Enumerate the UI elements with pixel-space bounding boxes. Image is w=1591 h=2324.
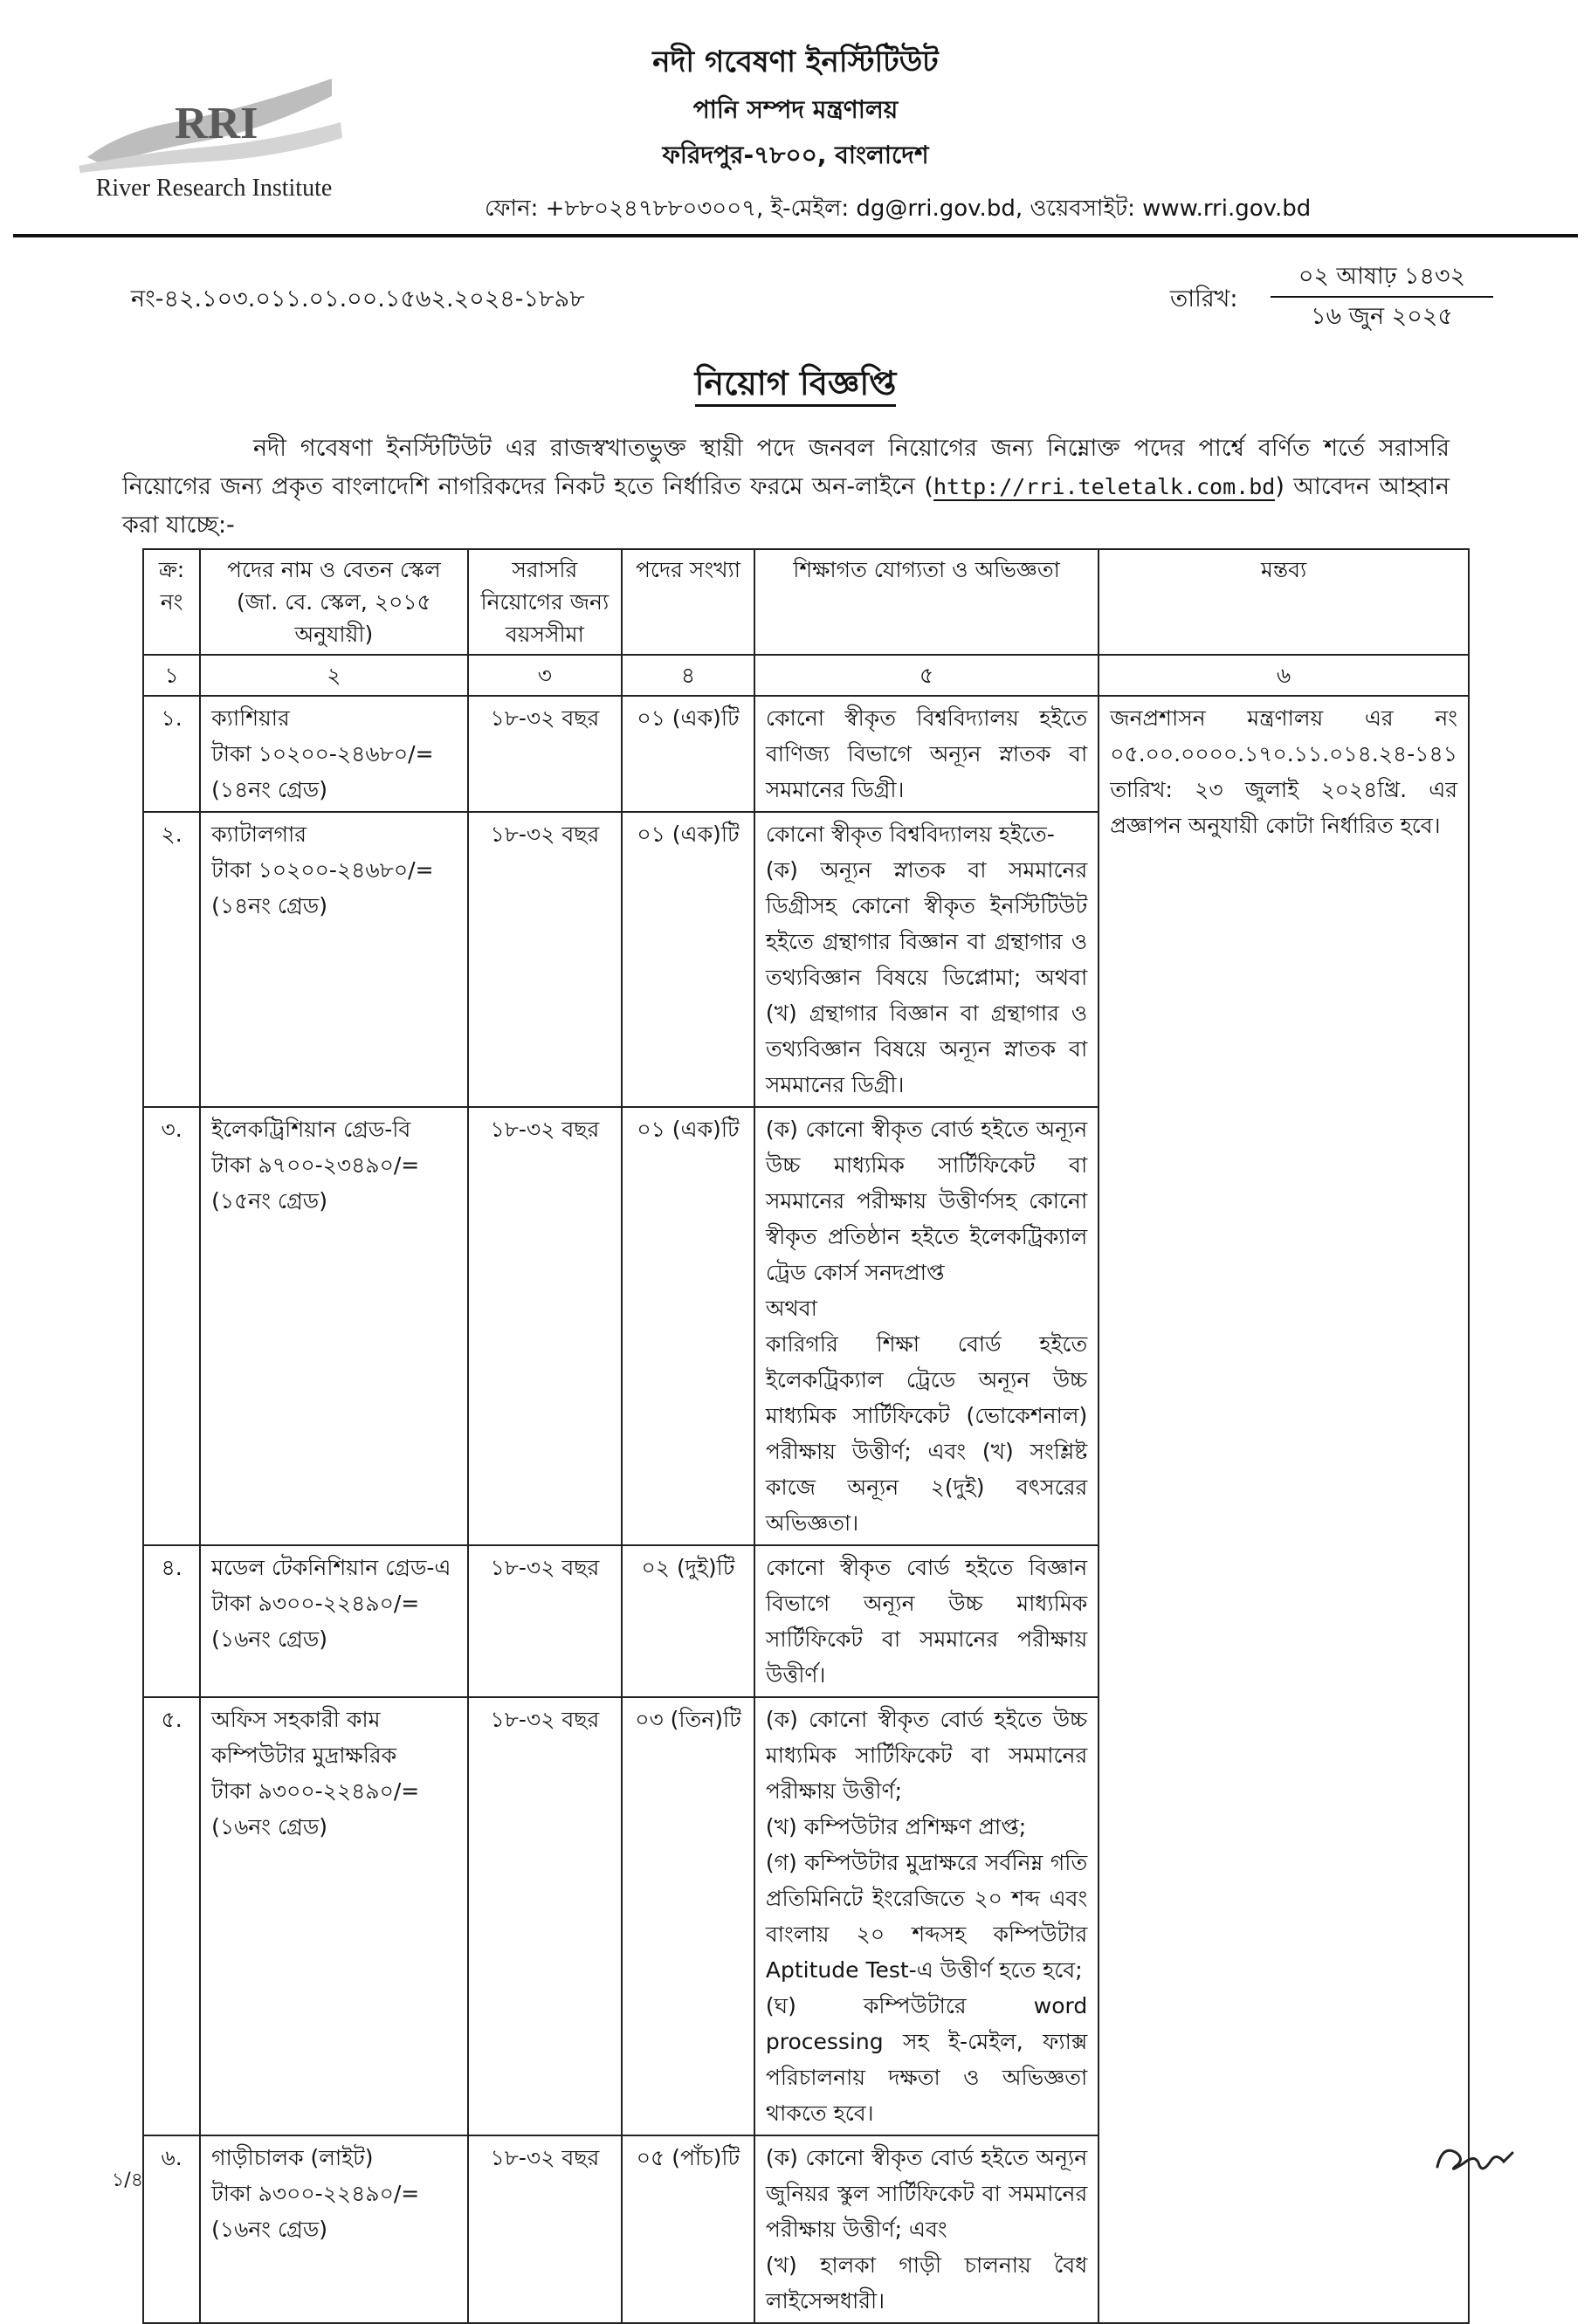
column-number: ৩ <box>468 655 622 696</box>
row-post <box>200 812 468 1107</box>
row-serial: ১. <box>143 696 200 812</box>
header-divider <box>13 234 1578 237</box>
logo-caption: River Research Institute <box>95 175 333 202</box>
qualification-line: (ক) অন্যূন স্নাতক বা সমমানের ডিগ্রীসহ কোনো স্বীকৃত ইনস্টিটিউট হইতে গ্রন্থাগার বিজ্ঞান বা গ্রন্থাগার ও তথ্যবিজ্ঞান বিষয়ে ডিপ্লোমা; অথবা (খ) গ্রন্থাগার বিজ্ঞান বা গ্রন্থাগার ও তথ্যবিজ্ঞান বিষয়ে অন্যূন স্নাতক বা সমমানের ডিগ্রী। <box>765 857 1088 1097</box>
post-line: টাকা ৯৩০০-২২৪৯০/= <box>211 2181 420 2206</box>
row-count: ০২ (দুই)টি <box>622 1545 754 1697</box>
ministry-name: পানি সম্পদ মন্ত্রণালয় <box>692 95 899 124</box>
notice-title-text: নিয়োগ বিজ্ঞপ্তি <box>695 364 897 407</box>
post-line: টাকা ৯৩০০-২২৪৯০/= <box>211 1778 420 1804</box>
post-line: (১৬নং গ্রেড) <box>211 1626 327 1652</box>
post-line: মডেল টেকনিশিয়ান গ্রেড-এ <box>211 1555 451 1580</box>
column-number-row <box>143 655 1469 696</box>
header-count: পদের সংখ্যা <box>622 549 754 655</box>
row-post <box>200 1545 468 1697</box>
row-age: ১৮-৩২ বছর <box>468 812 622 1107</box>
row-qualification <box>754 1545 1099 1697</box>
post-line: টাকা ১০২০০-২৪৬৮০/= <box>211 857 434 883</box>
column-number: ৬ <box>1099 655 1469 696</box>
row-age: ১৮-৩২ বছর <box>468 1545 622 1697</box>
post-line: (১৪নং গ্রেড) <box>211 777 327 802</box>
memo-number: নং-৪২.১০৩.০১১.০১.০০.১৫৬২.২০২৪-১৮৯৮ <box>131 285 585 313</box>
column-number: ৫ <box>754 655 1099 696</box>
table-row <box>143 696 1469 812</box>
header-remarks: মন্তব্য <box>1099 549 1469 655</box>
qualification-line: কোনো স্বীকৃত বোর্ড হইতে বিজ্ঞান বিভাগে অন্যূন উচ্চ মাধ্যমিক সার্টিফিকেট বা সমমানের পরীক্ষায় উত্তীর্ণ। <box>765 1555 1088 1688</box>
row-post <box>200 696 468 812</box>
vacancy-table <box>142 548 1470 2324</box>
qualification-line: অথবা <box>765 1296 817 1321</box>
post-line: কম্পিউটার মুদ্রাক্ষরিক <box>211 1743 397 1768</box>
row-count: ০১ (এক)টি <box>622 1107 754 1545</box>
row-age: ১৮-৩২ বছর <box>468 1107 622 1545</box>
post-line: (১৬নং গ্রেড) <box>211 1814 327 1839</box>
post-line: ইলেকট্রিশিয়ান গ্রেড-বি <box>211 1117 411 1142</box>
header-age: সরাসরি নিয়োগের জন্য বয়সসীমা <box>468 549 622 655</box>
qualification-line: (খ) হালকা গাড়ী চালনায় বৈধ লাইসেন্সধারী। <box>765 2252 1088 2314</box>
application-link[interactable]: http://rri.teletalk.com.bd <box>933 474 1276 499</box>
post-line: ক্যাটালগার <box>211 822 306 847</box>
row-age: ১৮-৩২ বছর <box>468 2135 622 2323</box>
row-serial: ৪. <box>143 1545 200 1697</box>
date-label: তারিখ: <box>1170 285 1238 313</box>
column-number: ১ <box>143 655 200 696</box>
qualification-line: কারিগরি শিক্ষা বোর্ড হইতে ইলেকট্রিক্যাল ট্রেডে অন্যূন উচ্চ মাধ্যমিক সার্টিফিকেট (ভোকেশনাল) পরীক্ষায় উত্তীর্ণ; এবং (খ) সংশ্লিষ্ট কাজে অন্যূন ২(দুই) বৎসরের অভিজ্ঞতা। <box>765 1331 1088 1536</box>
row-count: ০৩ (তিন)টি <box>622 1697 754 2135</box>
post-line: (১৪নং গ্রেড) <box>211 893 327 918</box>
institute-address: ফরিদপুর-৭৮০০, বাংলাদেশ <box>662 141 929 169</box>
intro-text-end: ) আবেদন আহ্বান করা যাচ্ছে:- <box>122 473 1450 539</box>
row-post <box>200 2135 468 2323</box>
header-post: পদের নাম ও বেতন স্কেল (জা. বে. স্কেল, ২০১৫ অনুযায়ী) <box>200 549 468 655</box>
vacancy-table-body <box>143 696 1469 2323</box>
row-age: ১৮-৩২ বছর <box>468 1697 622 2135</box>
qualification-line: (গ) কম্পিউটার মুদ্রাক্ষরে সর্বনিম্ন গতি প্রতিমিনিটে ইংরেজিতে ২০ শব্দ এবং বাংলায় ২০ শব্দসহ কম্পিউটার Aptitude Test-এ উত্তীর্ণ হতে হবে; <box>765 1850 1088 1983</box>
date-english: ১৬ জুন ২০২৫ <box>1311 303 1453 330</box>
column-number: ২ <box>200 655 468 696</box>
row-remark: জনপ্রশাসন মন্ত্রণালয় এর নং ০৫.০০.০০০০.১৭০.১১.০১৪.২৪-১৪১ তারিখ: ২৩ জুলাই ২০২৪খ্রি. এর প্রজ্ঞাপন অনুযায়ী কোটা নির্ধারিত হবে। <box>1099 696 1469 2323</box>
logo-text: RRI <box>175 99 258 148</box>
post-line: ক্যাশিয়ার <box>211 705 290 731</box>
page-number: ১/৪ <box>112 2169 143 2191</box>
qualification-line: (ক) কোনো স্বীকৃত বোর্ড হইতে উচ্চ মাধ্যমিক সার্টিফিকেট বা সমমানের পরীক্ষায় উত্তীর্ণ; <box>765 1707 1088 1804</box>
row-count: ০১ (এক)টি <box>622 696 754 812</box>
qualification-line: (ক) কোনো স্বীকৃত বোর্ড হইতে অন্যূন জুনিয়র স্কুল সার্টিফিকেট বা সমমানের পরীক্ষায় উত্তীর্ণ; এবং <box>765 2145 1088 2242</box>
row-post <box>200 1107 468 1545</box>
date-bangla: ০২ আষাঢ় ১৪৩২ <box>1271 258 1493 298</box>
qualification-line: (ক) কোনো স্বীকৃত বোর্ড হইতে অন্যূন উচ্চ মাধ্যমিক সার্টিফিকেট বা সমমানের পরীক্ষায় উত্তীর্ণসহ কোনো স্বীকৃত প্রতিষ্ঠান হইতে ইলেকট্রিক্যাল ট্রেড কোর্স সনদপ্রাপ্ত <box>765 1117 1088 1285</box>
post-line: (১৫নং গ্রেড) <box>211 1188 327 1214</box>
date-block <box>1271 258 1493 336</box>
table-header-row <box>143 549 1469 655</box>
row-qualification <box>754 696 1099 812</box>
institute-name: নদী গবেষণা ইনস্টিটিউট <box>652 45 939 79</box>
row-serial: ৫. <box>143 1697 200 2135</box>
row-qualification <box>754 1107 1099 1545</box>
header-qualification: শিক্ষাগত যোগ্যতা ও অভিজ্ঞতা <box>754 549 1099 655</box>
qualification-line: কোনো স্বীকৃত বিশ্ববিদ্যালয় হইতে বাণিজ্য বিভাগে অন্যূন স্নাতক বা সমমানের ডিগ্রী। <box>765 705 1088 802</box>
header-serial: ক্র: নং <box>143 549 200 655</box>
row-qualification <box>754 812 1099 1107</box>
post-line: টাকা ৯৭০০-২৩৪৯০/= <box>211 1152 420 1178</box>
row-qualification <box>754 2135 1099 2323</box>
contact-info: ফোন: +৮৮০২৪৭৮৮০৩০০৭, ই-মেইল: dg@rri.gov.bd, ওয়েবসাইট: www.rri.gov.bd <box>485 196 1312 222</box>
row-count: ০১ (এক)টি <box>622 812 754 1107</box>
row-post <box>200 1697 468 2135</box>
intro-text-start: নদী গবেষণা ইনস্টিটিউট এর রাজস্বখাতভুক্ত স্থায়ী পদে জনবল নিয়োগের জন্য নিম্নোক্ত পদের পার্শ্বে বর্ণিত শর্তে সরাসরি নিয়োগের জন্য প্রকৃত বাংলাদেশি নাগরিকদের নিকট হতে নির্ধারিত ফরমে অন-লাইনে ( <box>122 435 1450 500</box>
notice-title <box>0 358 1591 414</box>
qualification-line: কোনো স্বীকৃত বিশ্ববিদ্যালয় হইতে- <box>765 822 1055 847</box>
row-count: ০৫ (পাঁচ)টি <box>622 2135 754 2323</box>
row-serial: ২. <box>143 812 200 1107</box>
post-line: গাড়ীচালক (লাইট) <box>211 2145 374 2170</box>
intro-paragraph <box>122 430 1450 545</box>
post-line: অফিস সহকারী কাম <box>211 1707 381 1732</box>
row-serial: ৩. <box>143 1107 200 1545</box>
column-number: ৪ <box>622 655 754 696</box>
qualification-line: (খ) কম্পিউটার প্রশিক্ষণ প্রাপ্ত; <box>765 1814 1027 1839</box>
post-line: (১৬নং গ্রেড) <box>211 2217 327 2242</box>
row-age: ১৮-৩২ বছর <box>468 696 622 812</box>
post-line: টাকা ১০২০০-২৪৬৮০/= <box>211 741 434 767</box>
row-qualification <box>754 1697 1099 2135</box>
signature-mark <box>1430 2137 1518 2181</box>
post-line: টাকা ৯৩০০-২২৪৯০/= <box>211 1591 420 1616</box>
row-serial: ৬. <box>143 2135 200 2323</box>
qualification-line: (ঘ) কম্পিউটারে word processing সহ ই-মেইল, ফ্যাক্স পরিচালনায় দক্ষতা ও অভিজ্ঞতা থাকতে হবে। <box>765 1993 1088 2126</box>
